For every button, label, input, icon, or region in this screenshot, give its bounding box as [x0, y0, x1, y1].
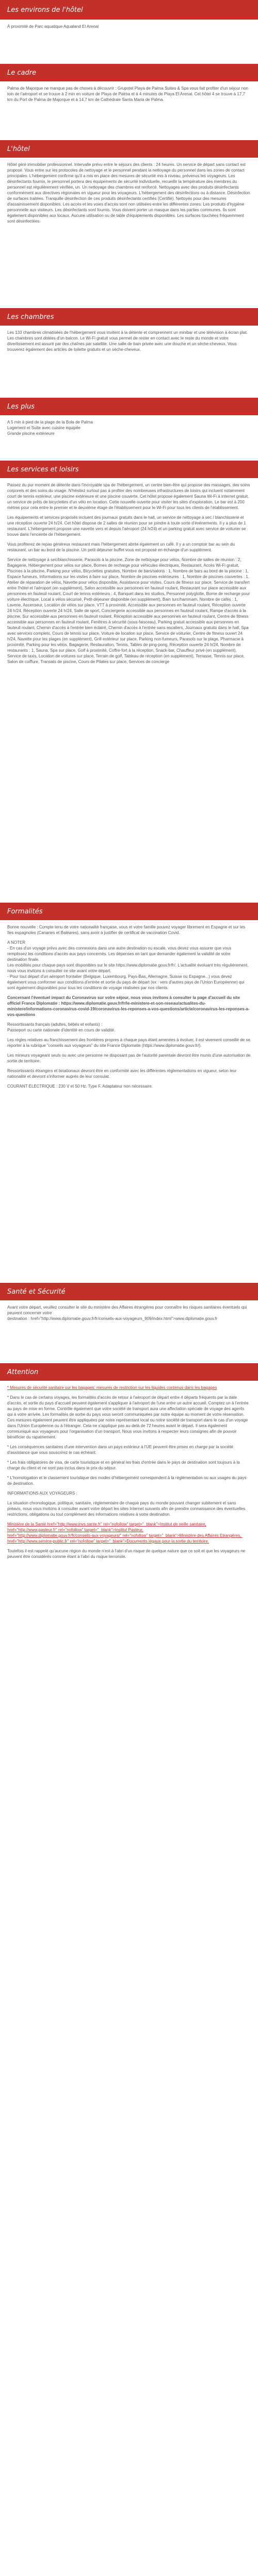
section-header-formalites	[0, 903, 258, 920]
section-header-hotel	[0, 140, 258, 158]
section-body-environs	[0, 20, 258, 64]
services-paragraph: Passez du pur moment de détente dans l'incroyable spa de l'hébergement, un centre bien-être qui propose des massages, des soins corporels et des soins du visage. N'hésitez surtout pas à profiter des nombreuses infrastructures de loisirs qui incluent notamment court de tennis extérieur, une piscine extérieure et une piscine couverte. Cet hôtel propose également Sauna Wi-Fi à internet gratuit, un service de prêts de bicyclettes d'un vélo en location. Cette nouvelle ouverte pour visiter les sites d'exploration. Le bar est à 200 mètres pour cela entre le premier et le deuxième étage de l'établissement pour le Wi-Fi pour tous les clients de l'établissement.	[7, 483, 251, 510]
infos-paragraph: La situation chronologique, politique, sanitaire, réglementaire de chaque pays du monde pouvant changer subitement et sans préavis, nous vous invitons à consulter avant votre départ les sites Internet suivants afin de prendre connaissance des éventuelles restrictions, obligations ou tout complément des informations relatives à votre destination.	[7, 1501, 247, 1517]
attention-paragraph: * Les conséquences sanitaires d'une intervention dans un pays extérieur à l'UE peuvent être prises en charge par la société d'assistance que vous souscrirez le cas échéant.	[7, 1445, 235, 1455]
section-header-environs	[0, 0, 258, 20]
sante-paragraph[interactable]: Avant votre départ, veuillez consulter le site du ministère des Affaires étrangères pour connaître les risques sanitaires éventuels qui peuvent concerner votre destination : href="http://www.diplomatie.gouv.fr/fr/conseils-aux-voyageurs_909/index.html">www.diplomatie.gouv.fr	[7, 1305, 247, 1321]
hotel-text: Hôtel géré immobilier professionnel. Intervalle prévu entre le séjours des clients : 24 heures. Un service de départ sans contact est proposé. Vous entre sur les protocoles de nettoyage et le personnel pendant la nettoyage du personnel dans les zones de contact principales. L'hébergement confirme qu'il a mis en place des mesures de sécurité mis à niveau, prévenus les voyageurs. Les désinfectants fournis, le personnel portera des équipements de sécurité individuelle, recueillir la température des membres du personnel est régulièrement vérifiée, un. Un nettoyage des chambres est renforcé. Nettoyages avec des produits désinfectants conformément aux directives régionales en vigueur pour les voyageurs. L'hébergement des désinfections ou à distance. Désinfection de surfaces traitées. Tranquille désinfection de ces produits désinfectants certifiés (Certifié). Nettoyés pour des mesures d'assainissement disponibles. Les accès et les voies d'accès sont non utilisées entre les différentes zones. Les produits d'hygiène personnelle aux visiteurs. Les désinfectants sont fournis. Vous doivent porter un masque dans les parties communes. Ils sont également disponibles aux locaux. Aucune utilisation ou de table d'équipements disponibles. Les surfaces touchées fréquemment sont désinfectées.	[7, 162, 251, 224]
section-title: L'hôtel	[7, 145, 30, 153]
plus-item: Logement et Suite avec cuisine équipée	[7, 426, 80, 430]
services-paragraph: Service de nettoyage à sec/blanchisserie, Parasols à la piscine, Zone de nettoyage pour vélos, Nombre de salles de réunion : 2, Bagagerie, Hébergement pour vélos sur place, Bornes de recharge pour véhicules électriques, Restaurant, Accès Wi-Fi gratuit, Piscines à la piscine, Parking pour vélos, Bicyclettes gratuites, Nombre de bars/salons : 1, Nombre de bars au bord de la piscine : 1, Espace fumeurs, Informations sur les visites à faire sur place, Nombre de piscines extérieures : 1, Nombre de piscines couvertes : 1, Atelier de réparation de vélos, Navette pour vélos disponible, Assistance pour visites, Cours de fitness sur place, Service de transfert entre l'hôtel et l'aéroport (en supplément), Salon accessible aux personnes en fauteuil roulant, Restaurant sur place accessible aux personnes en fauteuil roulant, Court de tennis extérieurs : 4, Banquet dans les studios, Personnel polyglotte, Borne de recharge pour voiture électrique, Local à vélos sécurisé, Petit-déjeuner disponible (en supplément), Bain turc/hammam, Nombre de cafés : 1, Laverie, Ascenseur, Location de vélos sur place, VTT à proximité, Accessible aux personnes en fauteuil roulant, Réception ouverte 24 h/24, Réception ouverte 24 h/24, Salle de sport, Conciergerie accessible aux personnes en fauteuil roulant, Rampe d'accès à la piscine, Sur accessible aux personnes en fauteuil roulant, Réception accessible aux personnes en fauteuil roulant, Centre de fitness accessible aux personnes en fauteuil roulant, Fenêtres à sécurité (sous-faisceau), Parking gratuit accessible aux personnes en fauteuil roulant, Chemin d'accès à l'entrée bien éclairé, Chemin d'accès à l'entrée sans escaliers, Journaux gratuits dans le hall, Spa avec services complets, Cours de tennis sur place, Voiture de location sur place, Service de voiturier, Centre de fitness ouvert 24 h/24, Navette pour les plages (en supplément), Grill extérieur sur place, Parking non-fumeurs, Parasols sur la plage, Pharmacie à proximité, Parking pour les vélos, Bagagerie, Restauration, Tennis, Tables de ping-pong, Réception ouverte 24 h/24, Nombre de restaurants : 1, Sauna, Spa sur place, Golf à proximité, Coffre-fort à la réception, Snack-bar, Chauffeur privé (en supplément), Service de taxis, Location de voitures sur place, Terrain de golf, Tableau de réception (en supplément), Terrasse, Tennis sur place, Salon de coiffure, Transats de piscine, Cours de Pilates sur place, Services de concierge	[7, 557, 251, 664]
formalites-paragraph: Les règles relatives au franchissement des frontières propres à chaque pays étant amenées à évoluer, il est vivement conseillé de se reporter à la rubrique "conseils aux voyageurs" du site France Diplomatie (https://www.diplomatie.gouv.fr/).	[7, 1038, 252, 1048]
section-title: Formalités	[7, 907, 43, 916]
section-body-cadre	[0, 81, 258, 140]
attention-paragraph: * Les frais obligatoires de visa, de carte touristique et en général les frais d'entrée dans le pays de destination sont toujours à la charge du client et ne sont pas inclus dans le prix du séjour.	[7, 1460, 241, 1470]
section-header-sante	[0, 1283, 258, 1300]
section-title: Les environs de l'hôtel	[7, 6, 83, 14]
section-title: Le cadre	[7, 69, 37, 77]
formalites-paragraph: Ressortissants étrangers et binationaux devront être en conformité avec les différentes réglementations en vigueur, selon leur nationalité et devront s'informer auprès de leur consulat.	[7, 1069, 238, 1079]
formalites-paragraph: Bonne nouvelle : Compte tenu de votre nationalité française, vous et votre famille pouvez voyager librement en Espagne et sur les îles espagnoles (Canaries et Baléares), sans avoir à justifier de certificat de vaccination Covid.	[7, 925, 247, 935]
plus-item: Grande piscine extérieure	[7, 431, 55, 436]
section-header-plus	[0, 398, 258, 415]
services-paragraph: Les équipements et services proposés incluent des journaux gratuits dans le hall, un service de nettoyage à sec / blanchisserie et une réception ouverte 24 h/24. Cet hôtel dispose de 2 salles de réunion pour se joindre à toute sorte d'événements. Il y a plus de 1 restaurant. L'hébergement propose une navette vers et depuis l'aéroport (24 h/24) et un parking gratuit avec service de voiturier se trouve dans l'enceinte de l'hébergement.	[7, 515, 247, 537]
section-title: Les services et loisirs	[7, 465, 79, 473]
attention-paragraph: * L'homologation et le classement touristique des modes d'hébergement correspondent à la réglementation ou aux usages du pays de destination.	[7, 1476, 248, 1486]
section-body-sante	[0, 1300, 258, 1363]
section-body-services	[0, 478, 258, 903]
formalites-paragraph: A NOTER - En cas d'un voyage prévu avec des connexions dans une autre destination ou escale, vous devez vous assurer que vous remplissez les conditions d'accès aux pays concernés. Les dépenses en tant que demander également la validité de votre destination finale. Les mobilités pour chaque pays sont disponibles sur le site https://www.diplomatie.gouv.fr/fr/. L'actualité évoluant très régulièrement, nous vous invitons à consulter ce site avant votre départ. - Pour tout départ d'un aéroport frontalier (Belgique, Luxembourg, Pays-Bas, Allemagne, Suisse ou Espagne...) vous devez également vous conformer aux conditions d'entrée et sortie du pays de départ (ex : vers d'autres pays de l'Union Européenne) qui sont également disponibles pour tous les conditions de voyage réalisées par nos clients.	[7, 940, 249, 990]
formalites-highlight[interactable]: Concernant l'éventuel impact du Coronavirus sur votre séjour, nous vous invitons à consulter la page d'accueil du site officiel France Diplomatie : https://www.diplomatie.gouv.fr/fr/le-ministere-et-son-reseau/actualites-du-ministere/informations-coronavirus-covid-19/coronavirus-les-reponses-a-vos-questions/article/coronavirus-les-reponses-a-vos-questions	[7, 995, 250, 1017]
infos-paragraph: Toutefois il est rappelé qu'aucune région du monde n'est à l'abri d'un risque de quelque nature que ce soit et que les voyageurs ne peuvent être considérés comme étant à l'abri du risque terroriste.	[7, 1549, 247, 1559]
section-header-services	[0, 461, 258, 478]
attention-paragraph[interactable]: * Mesures de sécurité sanitaire sur les bagages: mesures de restriction sur les liquides contenus dans les bagages	[7, 1385, 217, 1390]
section-body-hotel	[0, 158, 258, 308]
environs-text: À proximité de Parc aquatique Aqualand El Arenal	[7, 24, 99, 29]
section-body-attention	[0, 1381, 258, 2576]
infos-title: INFORMATIONS AUX VOYAGEURS :	[7, 1491, 77, 1496]
section-header-chambres	[0, 308, 258, 326]
section-title: Les chambres	[7, 313, 54, 321]
chambres-text: Les 133 chambres climatisées de l'hébergement vous invitent à la détente et comprennent un minibar et une télévision à écran plat. Les chambres sont dotées d'un balcon. Le Wi-Fi gratuit vous permet de rester en contact avec le reste du monde et votre divertissement est assuré par des chaînes par satellite. Une salle de bain privée avec une douche et un sèche-cheveux. Vous trouverez également des articles de toilette gratuits et un sèche-cheveux.	[7, 330, 249, 352]
plus-item: A 5 min à pied de la plage de la Bola de Palma	[7, 420, 93, 425]
section-header-cadre	[0, 64, 258, 81]
section-body-plus	[0, 415, 258, 461]
formalites-paragraph: Ressortissants français (adultes, bébés et enfants) : Passeport ou carte nationale d'identité en cours de validité.	[7, 1022, 116, 1032]
services-paragraph: Vous profiterez de repas généreux restaurant mais l'hébergement abrite également un café. Il y a un comptoir bar au sein du restaurant, un bar au bord de la piscine. Un petit déjeuner buffet vous est proposé en échange d'un supplément.	[7, 542, 236, 552]
infos-links[interactable]: Ministère de la Santé href="http://www.invs.sante.fr" rel="nofollow" target="_blank">Institut de veille sanitaire, href="http://www.pasteur.fr" rel="nofollow" target="_blank">Institut Pasteur, href="http://www.diplomatie.gouv.fr/fr/conseils-aux-voyageurs/" rel="nofollow" target="_blank">Ministère des Affaires Etrangères, href="http://www.service-public.fr" rel="nofollow" target="_blank">Documents légaux pour la sortie du territoire.	[7, 1522, 241, 1544]
section-title: Santé et Sécurité	[7, 1287, 66, 1296]
section-body-formalites	[0, 920, 258, 1283]
attention-paragraph: * Dans le cas de certains voyages, les formalités d'accès de retour à l'aéroport de départ entre 4 départs fréquents par la date d'accès, et sortie du pays d'accueil peuvent également s'appliquer à l'aéroport de l'une entre un autre accueil. Comptez un à l'entrée au pays de mise en forme. Contrôle également que votre société de transport aura une affectation spéciale de voyage des agents qui à votre arrivée. Les formalités de sortie du pays vous seront communiquées par notre équipe au moment de votre réservation. Ces mesures également peuvent être appliquées par notre représentant local ou notre société de transport dans le cas d'un voyage dans l'Union Européenne ou à l'étranger. Cela ne s'applique pas au-delà de 72 heures avant le départ. Il sera également communiqué aux voyageurs pour l'organisation d'un transport. Nous vous invitons à respecter leurs consignes afin de pouvoir bénéficier du rapatriement.	[7, 1395, 250, 1439]
section-title: Les plus	[7, 402, 35, 411]
formalites-paragraph: Les mineurs voyageant seuls ou avec une personne ne disposant pas de l'autorité parentale devront être munis d'une autorisation de sortie de territoire.	[7, 1053, 252, 1063]
section-title: Attention	[7, 1368, 39, 1376]
cadre-text: Palma de Majorque ne manque pas de choses à découvrir : Grupotel Playa de Palma Suites & Spa vous fait profiter d'un séjour non loin de l'aéroport et se trouve à 2 min en voiture de Playa de Palma et à 4 minutes de Playa El Arenal. Cet hôtel 4 se trouve à 17,7 km du Port de Palma de Majorque et à 14,7 km de Cathédrale Santa Maria de Palma.	[7, 86, 250, 102]
section-body-chambres	[0, 326, 258, 398]
formalites-paragraph: COURANT ÉLECTRIQUE : 230 V et 50 Hz. Type F. Adaptateur non nécessaire.	[7, 1084, 153, 1089]
section-header-attention	[0, 1363, 258, 1381]
